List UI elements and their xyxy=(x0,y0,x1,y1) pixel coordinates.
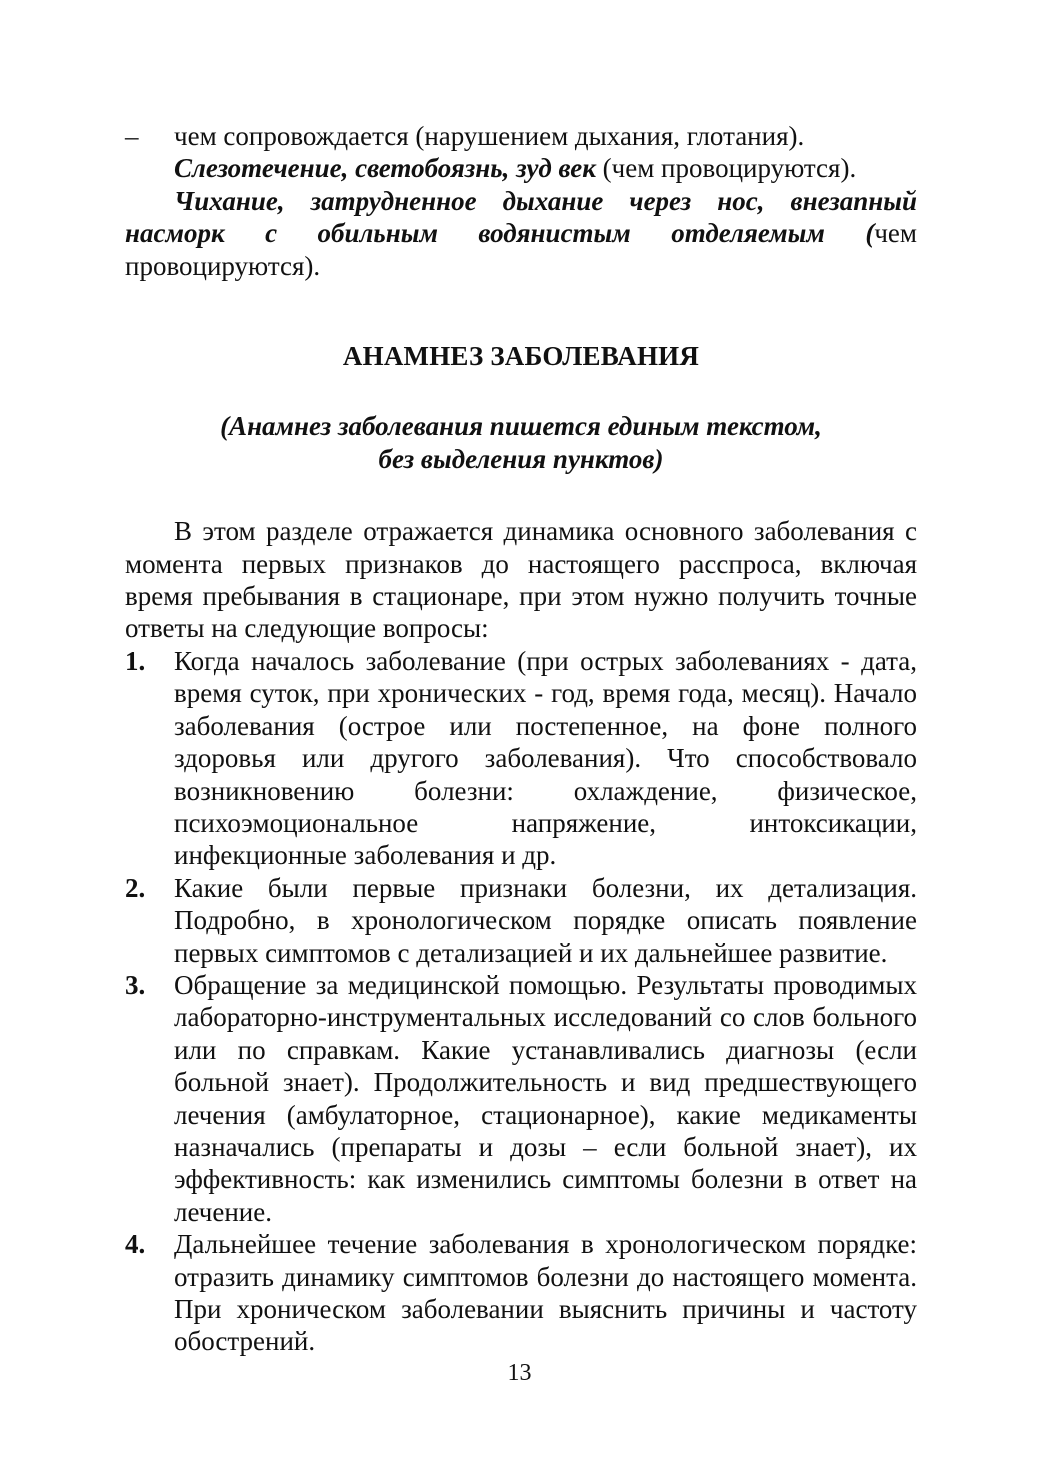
list-item-number: 1. xyxy=(125,645,146,676)
bold-italic-text: Чихание, затрудненное дыхание через нос, внезапный насморк с обильным водянистым отделяемым ( xyxy=(125,185,917,249)
list-item xyxy=(125,872,917,969)
dash-item-text: чем сопровождается (нарушением дыхания, глотания). xyxy=(174,121,805,151)
subtitle-line-2: без выделения пунктов) xyxy=(378,443,664,474)
bold-italic-text: Слезотечение, светобоязнь, зуд век xyxy=(174,153,596,184)
list-item-text: Когда началось заболевание (при острых заболеваниях - дата, время суток, при хронических - год, время года, месяц). Начало заболевания (острое или постепенное, на фоне полного здоровья или другого заболевания). Что способствовало возникновению болезни: охлаждение, физическое, психоэмоциональное напряжение, интоксикации, инфекционные заболевания и др. xyxy=(174,645,917,871)
list-item xyxy=(125,969,917,1228)
intro-paragraph: В этом разделе отражается динамика основного заболевания с момента первых признаков до настоящего расспроса, включая время пребывания в стационаре, при этом нужно получить точные ответы на следующие вопросы: xyxy=(125,516,917,644)
list-item-number: 3. xyxy=(125,969,146,1000)
list-item xyxy=(125,645,917,872)
plain-text: чем провоцируются). xyxy=(125,218,917,281)
page-content xyxy=(125,120,917,1358)
list-item-number: 2. xyxy=(125,872,146,903)
section-subtitle xyxy=(125,410,917,475)
list-item-text: Какие были первые признаки болезни, их детализация. Подробно, в хронологическом порядке описать появление первых симптомов с детализацией и их дальнейшее развитие. xyxy=(174,872,917,968)
paragraph-eyes xyxy=(125,152,917,184)
paragraph-nose xyxy=(125,185,917,282)
page-number: 13 xyxy=(507,1360,532,1386)
list-item-number: 4. xyxy=(125,1229,146,1260)
plain-text: (чем провоцируются). xyxy=(595,153,857,184)
list-item xyxy=(125,1228,917,1358)
section-title: АНАМНЕЗ ЗАБОЛЕВАНИЯ xyxy=(342,341,700,372)
list-item-text: Обращение за медицинской помощью. Результаты проводимых лабораторно-инструментальных исследований со слов больного или по справкам. Какие устанавливались диагнозы (если больной знает). Продолжительность и вид предшествующего лечения (амбулаторное, стационарное), какие медикаменты назначались (препараты и дозы – если больной знает), их эффективность: как изменились симптомы болезни в ответ на лечение. xyxy=(174,969,917,1227)
dash-marker: – xyxy=(125,121,139,151)
dash-list-item xyxy=(125,120,917,152)
list-item-text: Дальнейшее течение заболевания в хронологическом порядке: отразить динамику симптомов болезни до настоящего момента. При хроническом заболевании выяснить причины и частоту обострений. xyxy=(174,1229,917,1357)
subtitle-line-1: (Анамнез заболевания пишется единым текстом, xyxy=(220,411,822,442)
